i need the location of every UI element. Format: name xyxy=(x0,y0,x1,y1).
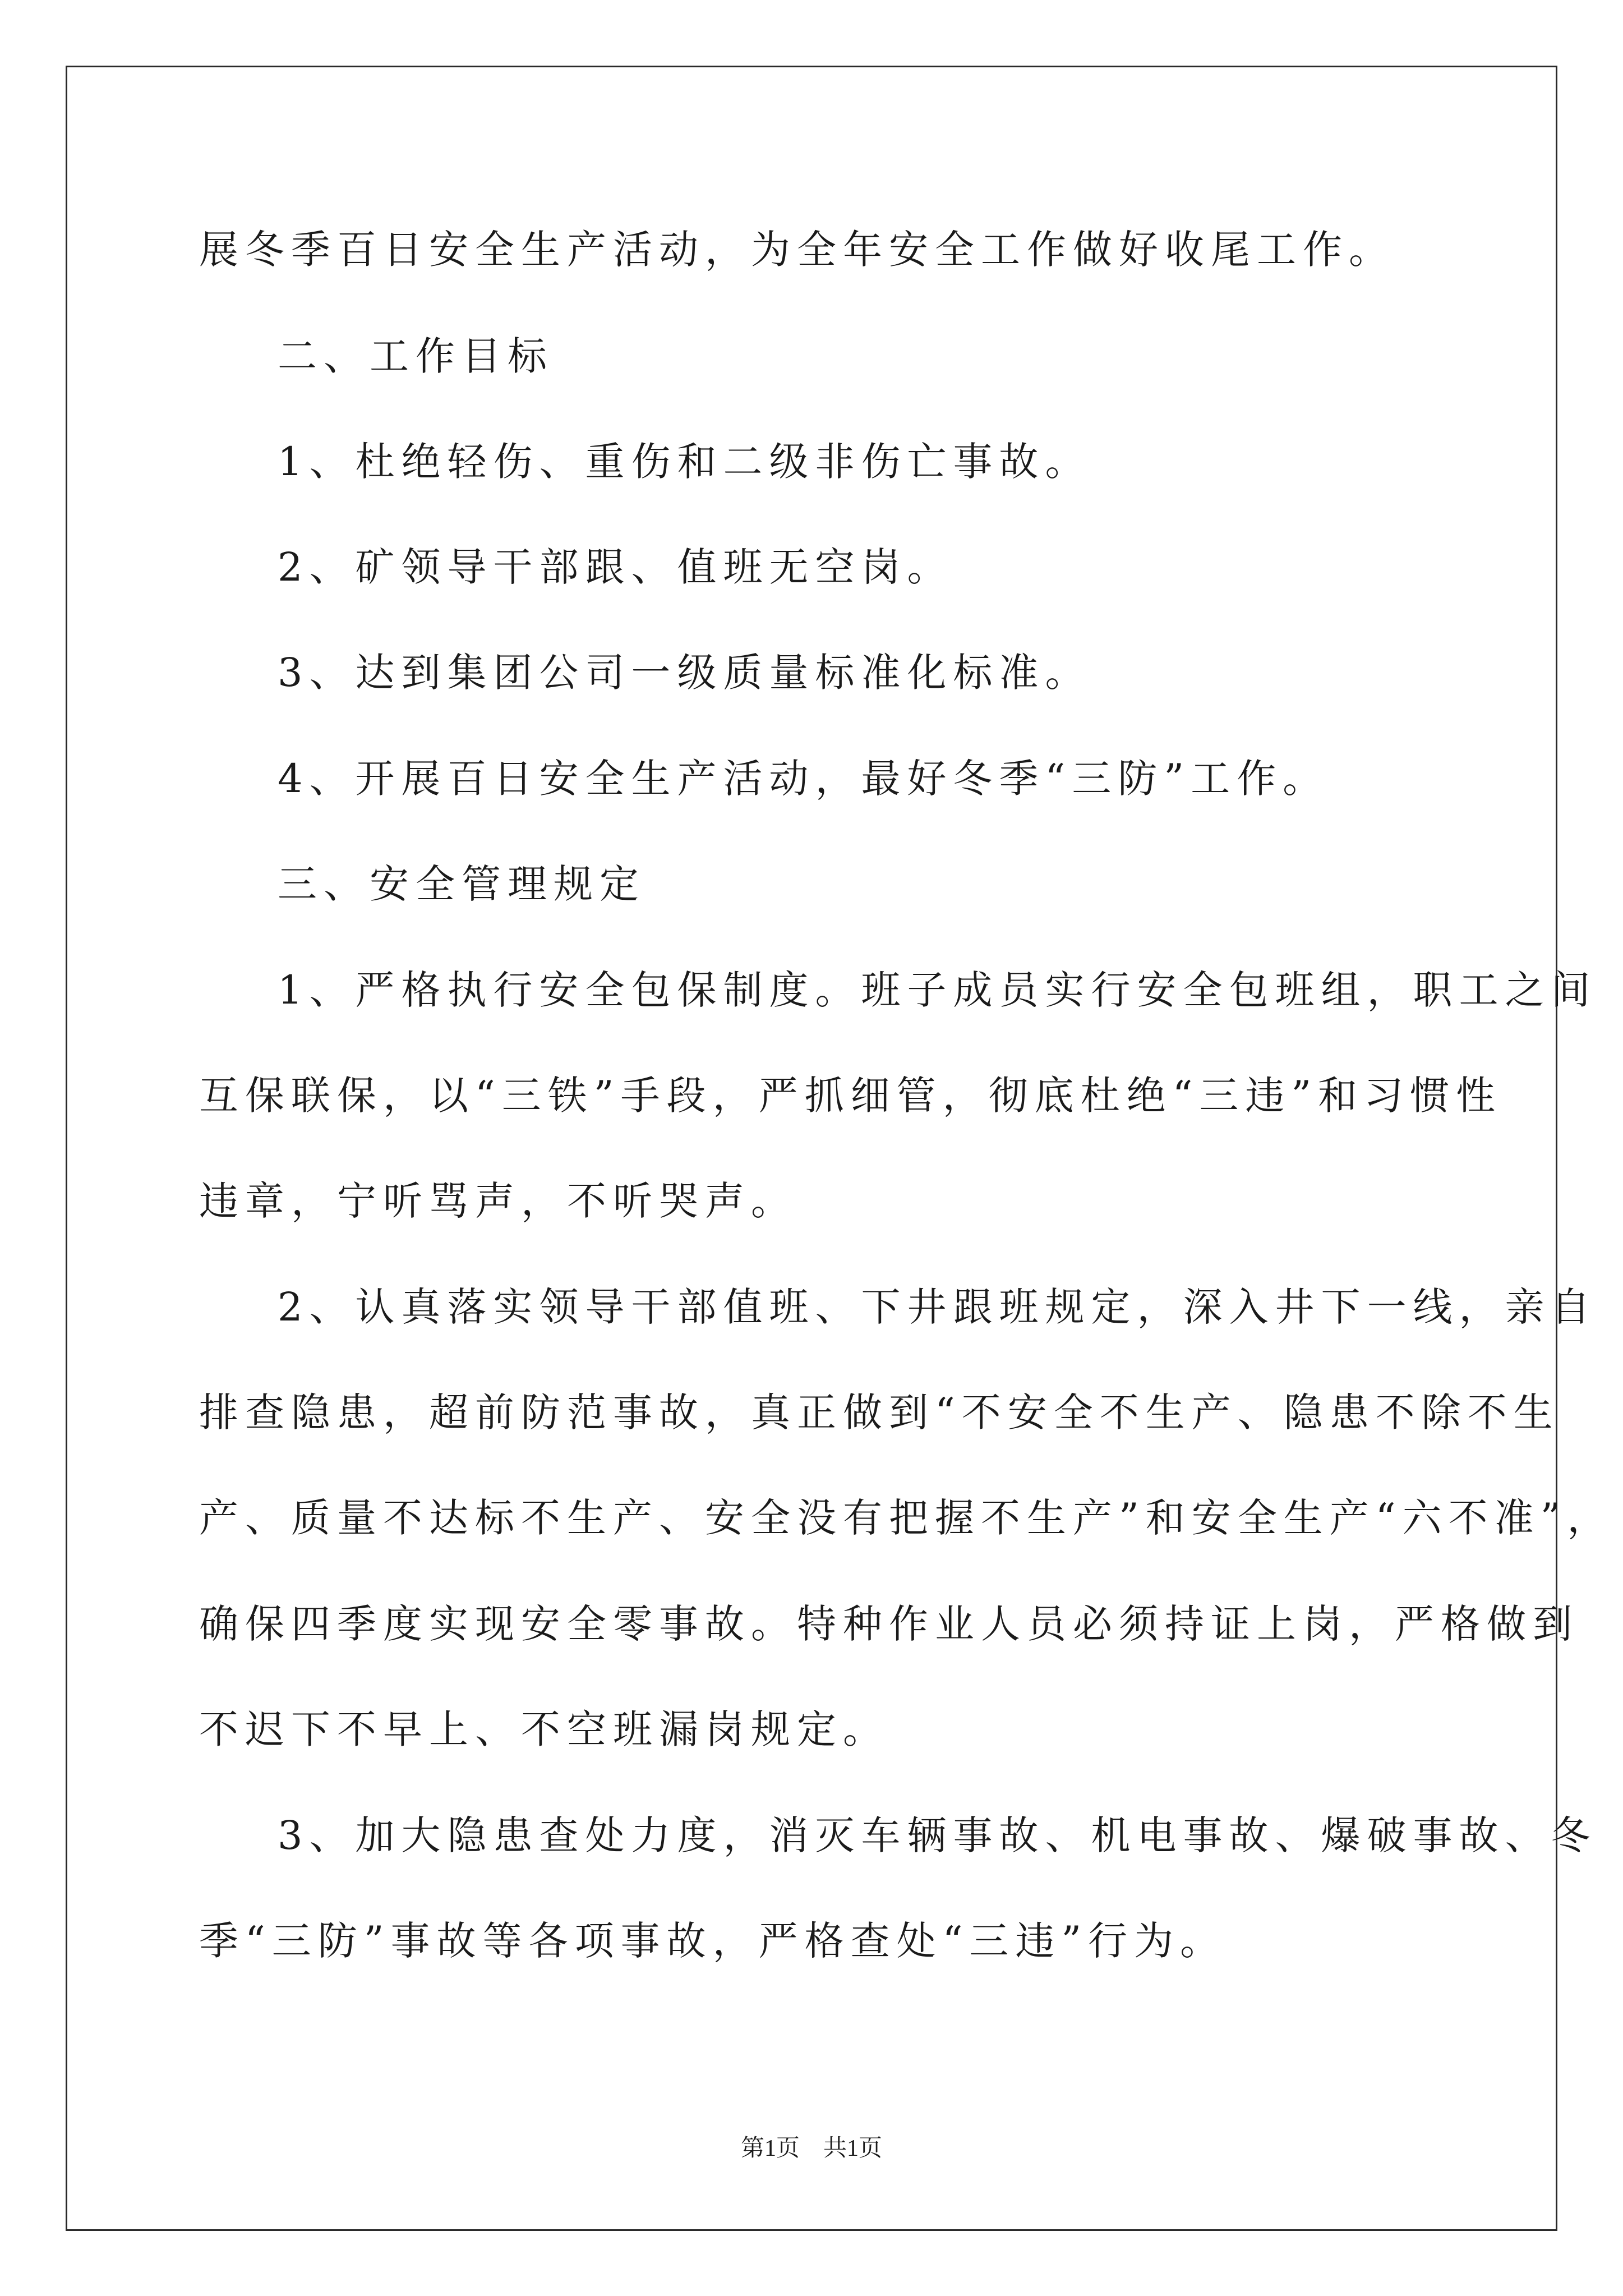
text-line: 展冬季百日安全生产活动，为全年安全工作做好收尾工作。 xyxy=(199,227,1395,273)
page-border xyxy=(66,66,1557,2231)
text-line: 1、严格执行安全包保制度。班子成员实行安全包班组，职工之间 xyxy=(278,967,1597,1013)
section-heading: 三、安全管理规定 xyxy=(278,861,645,907)
text-line: 2、认真落实领导干部值班、下井跟班规定，深入井下一线，亲自 xyxy=(278,1284,1597,1330)
text-line: 互保联保，以“三铁”手段，严抓细管，彻底杜绝“三违”和习惯性 xyxy=(199,1073,1502,1119)
text-line: 确保四季度实现安全零事故。特种作业人员必须持证上岗，严格做到 xyxy=(199,1601,1579,1647)
text-line: 产、质量不达标不生产、安全没有把握不生产”和安全生产“六不准”， xyxy=(199,1495,1613,1541)
section-heading: 二、工作目标 xyxy=(278,333,554,379)
text-line: 3、加大隐患查处力度，消灭车辆事故、机电事故、爆破事故、冬 xyxy=(278,1812,1597,1858)
text-line: 违章，宁听骂声，不听哭声。 xyxy=(199,1178,797,1224)
text-line: 不迟下不早上、不空班漏岗规定。 xyxy=(199,1706,889,1752)
list-item: 1、杜绝轻伤、重伤和二级非伤亡事故。 xyxy=(278,439,1091,485)
text-line: 季“三防”事故等各项事故，严格查处“三违”行为。 xyxy=(199,1918,1227,1964)
list-item: 4、开展百日安全生产活动，最好冬季“三防”工作。 xyxy=(278,756,1329,802)
page-footer: 第1页 共1页 xyxy=(740,2136,882,2161)
text-line: 排查隐患，超前防范事故，真正做到“不安全不生产、隐患不除不生 xyxy=(199,1389,1560,1435)
list-item: 3、达到集团公司一级质量标准化标准。 xyxy=(278,650,1091,696)
list-item: 2、矿领导干部跟、值班无空岗。 xyxy=(278,544,953,590)
